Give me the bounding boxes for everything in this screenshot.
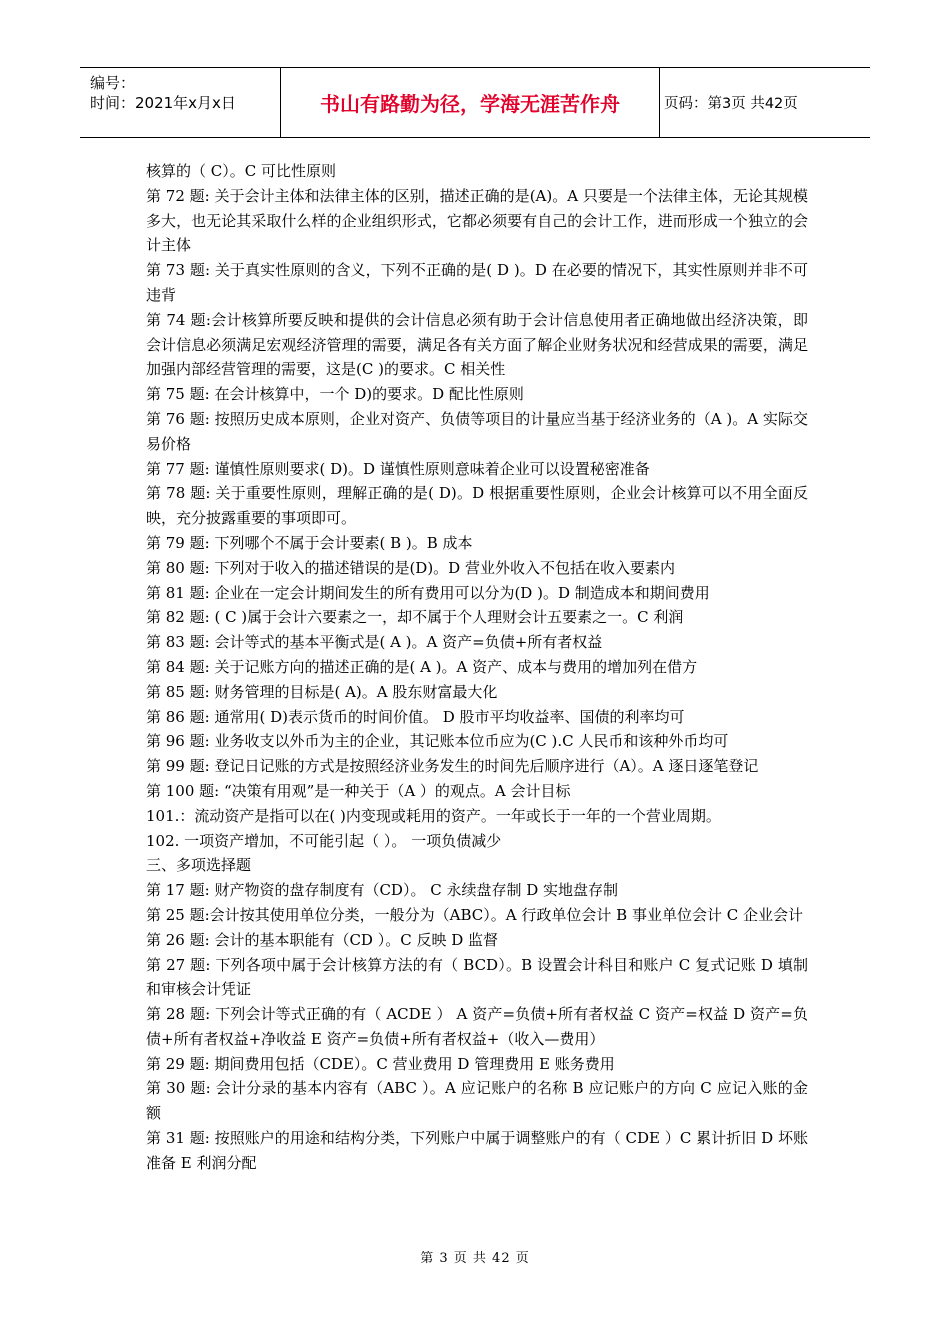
- text-line: 102. 一项资产增加，不可能引起（ ）。 一项负债减少: [146, 831, 502, 850]
- text-line: 第 73 题: 关于真实性原则的含义，下列不正确的是( D )。D 在必要的情况下，其实性原则并非不可违背: [146, 261, 808, 304]
- section-heading: 三、多项选择题: [146, 856, 252, 875]
- text-line: 第 77 题: 谨慎性原则要求( D)。D 谨慎性原则意味着企业可以设置秘密准备: [146, 459, 650, 478]
- text-line: 第 96 题: 业务收支以外币为主的企业，其记账本位币应为(C ).C 人民币和该种外币均可: [146, 732, 729, 751]
- text-line: 第 27 题: 下列各项中属于会计核算方法的有（ BCD）。B 设置会计科目和账户 C 复式记账 D 填制和审核会计凭证: [146, 955, 808, 999]
- text-line: 第 28 题: 下列会计等式正确的有（ ACDE ） A 资产=负债+所有者权益 C 资产=权益 D 资产=负债+所有者权益+净收益 E 资产=负债+所有者权益+（收入—费用）: [146, 1005, 808, 1048]
- text-line: 第 82 题: ( C )属于会计六要素之一，却不属于个人理财会计五要素之一。C 利润: [146, 608, 684, 627]
- text-line: 第 74 题:会计核算所要反映和提供的会计信息必须有助于会计信息使用者正确地做出经济决策，即会计信息必须满足宏观经济管理的需要，满足各有关方面了解企业财务状况和经营成果的需要，满足加强内部经营管理的需要，这是(C )的要求。C 相关性: [146, 310, 808, 379]
- text-line: 第 75 题: 在会计核算中，一个 D)的要求。D 配比性原则: [146, 385, 524, 404]
- text-line: 第 86 题: 通常用( D)表示货币的时间价值。 D 股市平均收益率、国债的利率均可: [146, 707, 685, 726]
- header-motto: 书山有路勤为径，学海无涯苦作舟: [281, 68, 660, 137]
- text-line: 第 80 题: 下列对于收入的描述错误的是(D)。D 营业外收入不包括在收入要素内: [146, 558, 675, 577]
- text-line: 第 84 题: 关于记账方向的描述正确的是( A )。A 资产、成本与费用的增加列在借方: [146, 657, 698, 676]
- text-line: 第 79 题: 下列哪个不属于会计要素( B )。B 成本: [146, 533, 473, 552]
- text-line: 第 81 题: 企业在一定会计期间发生的所有费用可以分为(D )。D 制造成本和期间费用: [146, 583, 710, 602]
- header-page-number: 页码：第3页 共42页: [664, 96, 798, 112]
- text-line: 第 31 题: 按照账户的用途和结构分类，下列账户中属于调整账户的有（ CDE ）C 累计折旧 D 坏账准备 E 利润分配: [146, 1129, 808, 1172]
- text-line: 第 100 题: “决策有用观”是一种关于（A ）的观点。A 会计目标: [146, 781, 571, 800]
- text-line: 第 29 题: 期间费用包括（CDE）。C 营业费用 D 管理费用 E 账务费用: [146, 1054, 615, 1073]
- page-footer: 第 3 页 共 42 页: [420, 1251, 530, 1266]
- text-line: 第 99 题: 登记日记账的方式是按照经济业务发生的时间先后顺序进行（A）。A 逐日逐笔登记: [146, 757, 759, 776]
- document-body: [146, 159, 808, 1176]
- text-line: 第 30 题: 会计分录的基本内容有（ABC ）。A 应记账户的名称 B 应记账户的方向 C 应记入账的金额: [146, 1079, 808, 1123]
- text-line: 第 85 题: 财务管理的目标是( A)。A 股东财富最大化: [146, 682, 498, 701]
- text-line: 第 72 题: 关于会计主体和法律主体的区别，描述正确的是(A)。A 只要是一个法律主体，无论其规模多大，也无论其采取什么样的企业组织形式，它都必须要有自己的会计工作，进而形成一个独立的会计主体: [146, 186, 808, 255]
- header-meta: [80, 68, 281, 137]
- text-line: 第 78 题: 关于重要性原则，理解正确的是( D)。D 根据重要性原则，企业会计核算可以不用全面反映，充分披露重要的事项即可。: [146, 484, 808, 528]
- text-line: 第 76 题: 按照历史成本原则，企业对资产、负债等项目的计量应当基于经济业务的（A )。A 实际交易价格: [146, 409, 808, 453]
- text-line: 核算的（ C）。C 可比性原则: [146, 162, 336, 180]
- text-line: 第 25 题:会计按其使用单位分类，一般分为（ABC）。A 行政单位会计 B 事业单位会计 C 企业会计: [146, 905, 803, 924]
- text-line: 第 26 题: 会计的基本职能有（CD ）。C 反映 D 监督: [146, 930, 499, 949]
- page-header: [80, 67, 870, 138]
- text-line: 第 17 题: 财产物资的盘存制度有（CD）。 C 永续盘存制 D 实地盘存制: [146, 881, 619, 900]
- document-date-label: 时间：2021年x月x日: [90, 94, 236, 112]
- text-line: 101.：流动资产是指可以在( )内变现或耗用的资产。一年或长于一年的一个营业周期。: [146, 806, 721, 825]
- text-line: 第 83 题: 会计等式的基本平衡式是( A )。A 资产=负债+所有者权益: [146, 633, 603, 652]
- document-number-label: 编号：: [90, 74, 136, 92]
